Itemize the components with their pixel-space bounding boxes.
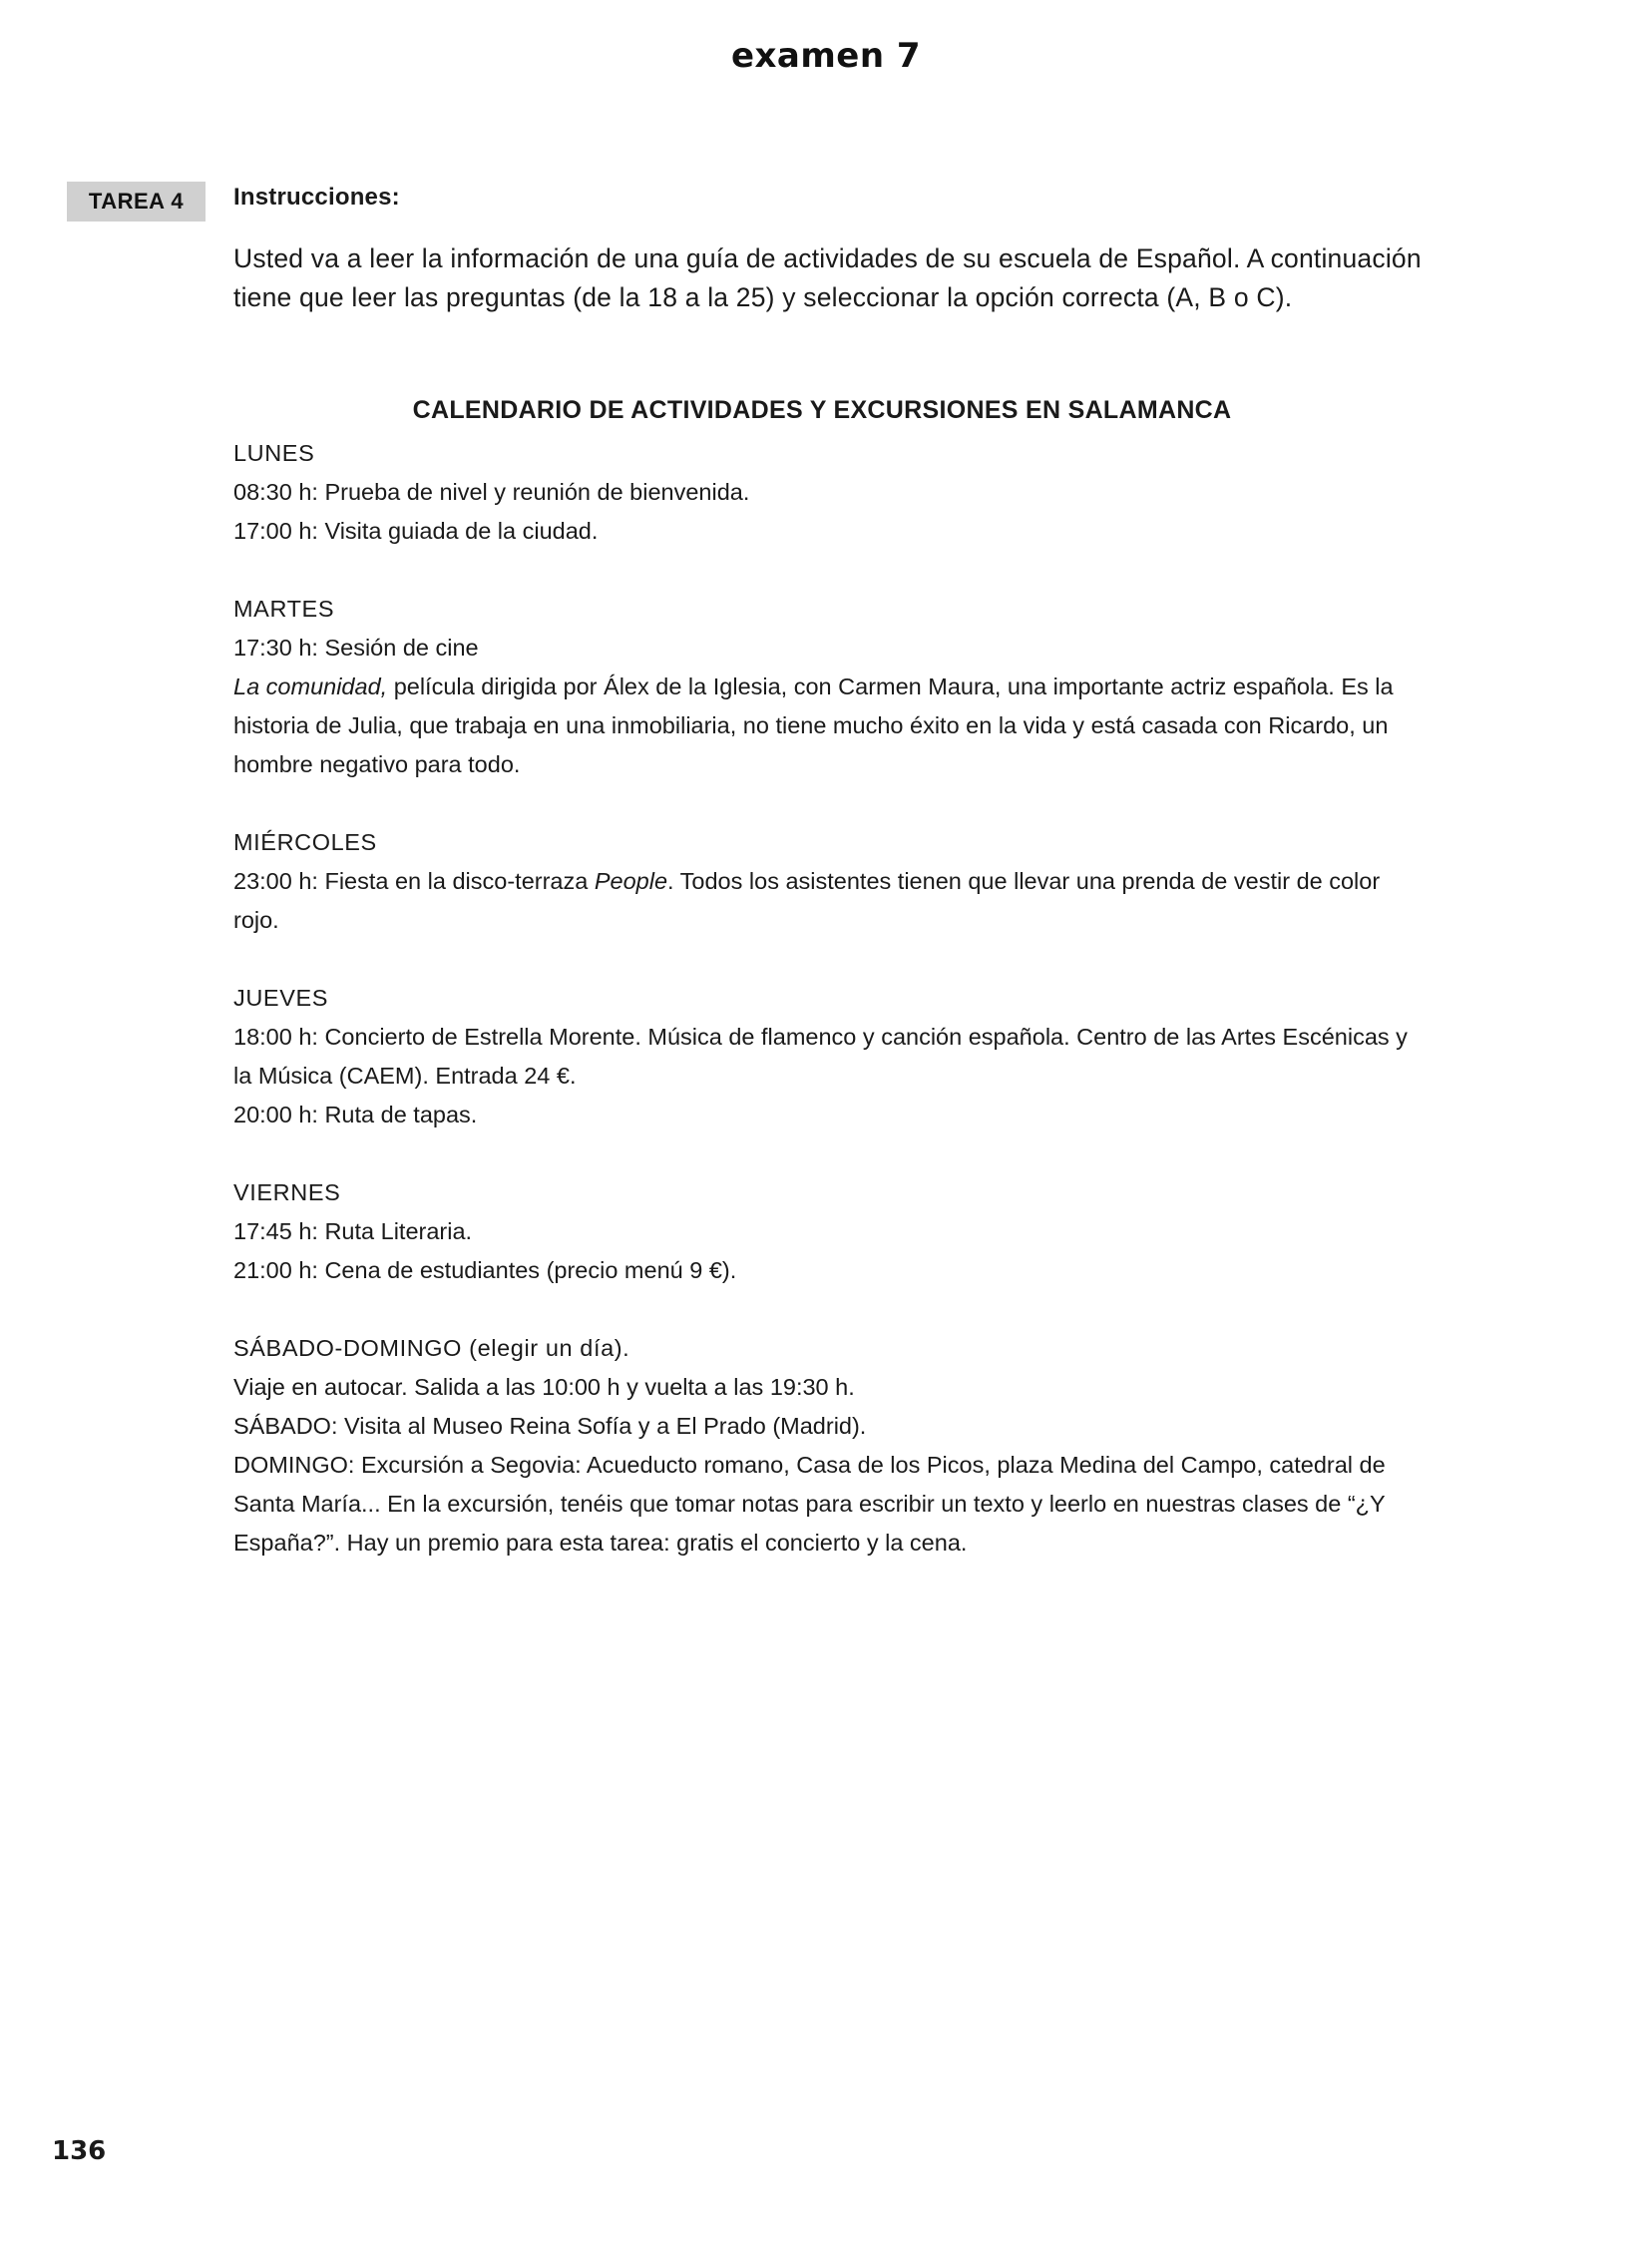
- day-lunes: [233, 434, 1431, 551]
- film-title: La comunidad,: [233, 674, 388, 699]
- film-description-text: película dirigida por Álex de la Iglesia, con Carmen Maura, una importante actriz española. Es la historia de Julia, que trabaja en una inmobiliaria, no tiene mucho éxito en la vida y está casada con Ricardo, un hombre negativo para todo.: [233, 674, 1394, 777]
- day-viernes: [233, 1173, 1431, 1290]
- film-description: [233, 668, 1431, 784]
- day-heading: JUEVES: [233, 985, 329, 1011]
- page-number: 136: [52, 2136, 107, 2166]
- venue-name: People: [594, 868, 668, 894]
- activity-line: 08:30 h: Prueba de nivel y reunión de bienvenida.: [233, 479, 750, 505]
- activity-line: 20:00 h: Ruta de tapas.: [233, 1102, 478, 1127]
- activity-text: 23:00 h: Fiesta en la disco-terraza: [233, 868, 595, 894]
- day-martes: [233, 590, 1431, 784]
- day-heading: SÁBADO-DOMINGO (elegir un día).: [233, 1335, 630, 1361]
- activity-line: 21:00 h: Cena de estudiantes (precio menú 9 €).: [233, 1257, 737, 1283]
- activity-line: 17:00 h: Visita guiada de la ciudad.: [233, 518, 599, 544]
- activity-line: DOMINGO: Excursión a Segovia: Acueducto romano, Casa de los Picos, plaza Medina del Campo, catedral de Santa María... En la excursión, tenéis que tomar notas para escribir un texto y leerlo en nuestras clases de “¿Y España?”. Hay un premio para esta tarea: gratis el concierto y la cena.: [233, 1452, 1386, 1556]
- calendar-title: CALENDARIO DE ACTIVIDADES Y EXCURSIONES EN SALAMANCA: [412, 396, 1232, 424]
- instructions-text: [233, 239, 1431, 317]
- activity-line: Viaje en autocar. Salida a las 10:00 h y vuelta a las 19:30 h.: [233, 1374, 855, 1400]
- activity-line: 18:00 h: Concierto de Estrella Morente. Música de flamenco y canción española. Centro de las Artes Escénicas y la Música (CAEM). Entrada 24 €.: [233, 1024, 1408, 1089]
- day-heading: LUNES: [233, 440, 315, 466]
- day-miercoles: [233, 823, 1431, 940]
- activity-line: 17:45 h: Ruta Literaria.: [233, 1218, 473, 1244]
- instructions-heading: Instrucciones:: [233, 184, 400, 211]
- calendar-body: [233, 434, 1431, 1563]
- day-heading: MARTES: [233, 596, 335, 622]
- task-badge: TAREA 4: [67, 182, 206, 222]
- activity-line: [233, 862, 1431, 940]
- activity-line: SÁBADO: Visita al Museo Reina Sofía y a El Prado (Madrid).: [233, 1413, 867, 1439]
- day-heading: MIÉRCOLES: [233, 829, 377, 855]
- day-weekend: [233, 1329, 1431, 1563]
- activity-line: 17:30 h: Sesión de cine: [233, 635, 479, 661]
- activity-text: . Todos los asistentes tienen que llevar una prenda de vestir de color rojo.: [233, 868, 1381, 933]
- day-heading: VIERNES: [233, 1179, 341, 1205]
- day-jueves: [233, 979, 1431, 1134]
- page-title: examen 7: [730, 36, 922, 76]
- instructions-paragraph: Usted va a leer la información de una guía de actividades de su escuela de Español. A continuación tiene que leer las preguntas (de la 18 a la 25) y seleccionar la opción correcta (A, B o C).: [233, 243, 1422, 312]
